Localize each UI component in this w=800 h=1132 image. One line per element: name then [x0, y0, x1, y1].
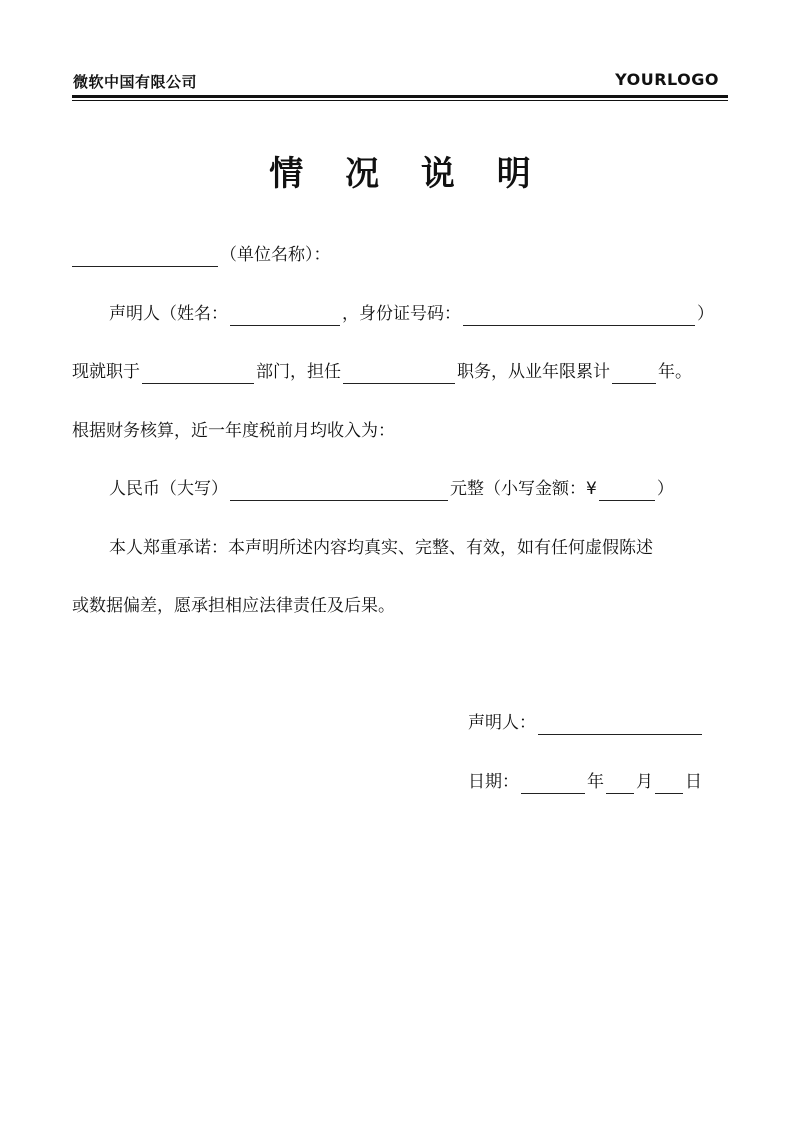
unit-name-line	[72, 243, 331, 267]
employment-line	[72, 360, 692, 384]
date-line	[468, 770, 702, 794]
amount-uppercase-label: 人民币（大写）	[109, 479, 228, 499]
position-label: 职务，从业年限累计	[457, 362, 610, 382]
amount-lowercase-blank[interactable]	[599, 480, 655, 501]
years-blank[interactable]	[612, 363, 656, 384]
day-blank[interactable]	[655, 773, 683, 794]
years-label: 年。	[658, 362, 692, 382]
month-label: 月	[636, 772, 653, 792]
declarant-line	[109, 302, 714, 326]
document-title: 情 况 说 明	[269, 154, 546, 194]
amount-line	[109, 477, 674, 501]
employer-label: 现就职于	[72, 362, 140, 382]
signature-label: 声明人：	[468, 713, 536, 733]
year-blank[interactable]	[521, 773, 585, 794]
income-intro-line	[72, 419, 395, 443]
date-label: 日期：	[468, 772, 519, 792]
promise-line-1	[109, 536, 653, 560]
signature-line	[468, 711, 704, 735]
declarant-name-label: 声明人（姓名：	[109, 304, 228, 324]
amount-lowercase-label: 元整（小写金额：¥	[450, 479, 597, 499]
amount-uppercase-blank[interactable]	[230, 480, 448, 501]
signature-blank[interactable]	[538, 714, 702, 735]
promise-text-2: 或数据偏差，愿承担相应法律责任及后果。	[72, 596, 395, 616]
declarant-name-blank[interactable]	[230, 305, 340, 326]
unit-name-blank[interactable]	[72, 246, 218, 267]
id-number-label: ，身份证号码：	[342, 304, 461, 324]
promise-line-2	[72, 594, 395, 618]
header-divider-thick	[72, 95, 728, 98]
amount-close-paren: ）	[656, 479, 674, 499]
year-label: 年	[587, 772, 604, 792]
company-logo: YOURLOGO	[615, 70, 719, 89]
position-blank[interactable]	[343, 363, 455, 384]
promise-text-1: 本人郑重承诺：本声明所述内容均真实、完整、有效，如有任何虚假陈述	[109, 538, 653, 558]
id-close-paren: ）	[697, 304, 714, 324]
company-name: 微软中国有限公司	[73, 73, 198, 91]
header-divider-thin	[72, 100, 728, 101]
month-blank[interactable]	[606, 773, 634, 794]
unit-name-label: （单位名称）：	[220, 245, 331, 265]
income-intro-text: 根据财务核算，近一年度税前月均收入为：	[72, 421, 395, 441]
department-blank[interactable]	[142, 363, 254, 384]
id-number-blank[interactable]	[463, 305, 695, 326]
department-label: 部门，担任	[256, 362, 341, 382]
day-label: 日	[685, 772, 702, 792]
